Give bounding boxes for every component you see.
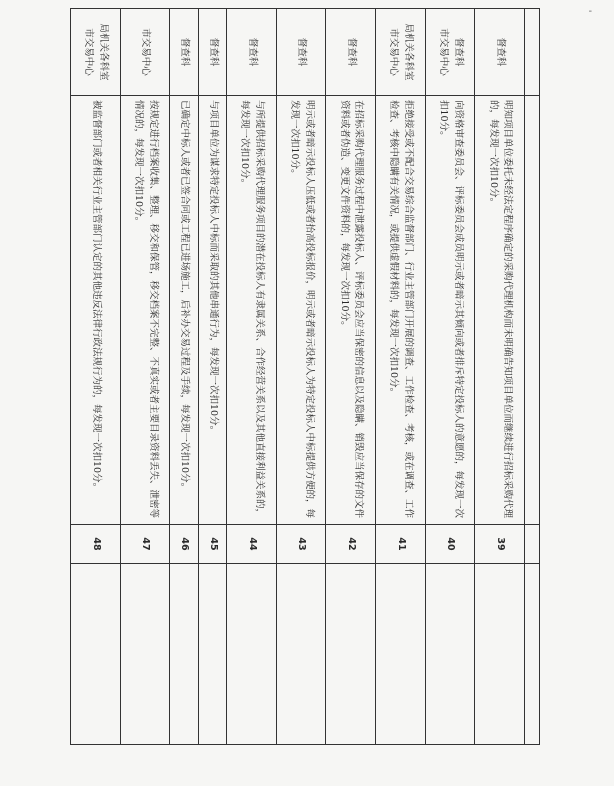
blank-cell [170, 564, 198, 745]
item-number-cell: 43 [276, 525, 326, 564]
table-row [198, 9, 226, 745]
table-top-edge-cell [525, 96, 540, 525]
responsible-department-cell: 市交易中心 [120, 9, 170, 96]
deduction-table-body [71, 9, 540, 745]
item-number-cell: 48 [71, 525, 121, 564]
item-number-cell: 39 [475, 525, 525, 564]
table-top-edge-row [525, 9, 540, 745]
deduction-rule-cell: 与所提供招标采购代理服务项目的潜在投标人有隶属关系、合作经营关系以及其他直接利益关系的，每发现一次扣10分。 [227, 96, 277, 525]
table-top-edge-cell [525, 9, 540, 96]
table-top-edge-cell [525, 564, 540, 745]
item-number-cell: 45 [198, 525, 226, 564]
responsible-department-cell: 督查科 [170, 9, 198, 96]
item-number-cell: 41 [376, 525, 426, 564]
responsible-department-cell: 局机关各科室 市交易中心 [71, 9, 121, 96]
item-number-cell: 44 [227, 525, 277, 564]
deduction-rule-cell: 拒绝接受或不配合交易综合监督部门、行业主管部门开展的调查、工作检查、考核，或在调查、工作检查、考核中隐瞒有关情况，或提供虚假材料的，每发现一次扣10分。 [376, 96, 426, 525]
table-row [475, 9, 525, 745]
responsible-department-cell: 局机关各科室 市交易中心 [376, 9, 426, 96]
responsible-department-cell: 督查科 [227, 9, 277, 96]
deduction-rule-cell: 被监督部门或者相关行业主管部门认定的其他违反法律行政法规行为的，每发现一次扣10分。 [71, 96, 121, 525]
item-number-cell: 47 [120, 525, 170, 564]
blank-cell [425, 564, 475, 745]
responsible-department-cell: 督查科 [475, 9, 525, 96]
blank-cell [198, 564, 226, 745]
blank-cell [120, 564, 170, 745]
deduction-table [70, 8, 540, 745]
table-row [425, 9, 475, 745]
rotated-table-wrapper [70, 8, 540, 708]
table-row [376, 9, 426, 745]
table-row [170, 9, 198, 745]
table-top-edge-cell [525, 525, 540, 564]
deduction-rule-cell: 与项目单位为谋求特定投标人中标而采取的其他串通行为，每发现一次扣10分。 [198, 96, 226, 525]
item-number-cell: 42 [326, 525, 376, 564]
deduction-rule-cell: 在招标采购代理服务过程中泄露投标人、评标委员会应当保密的信息以及隐瞒、销毁应当保存的文件资料或者伪造、变更文件资料的，每发现一次扣10分。 [326, 96, 376, 525]
table-row [326, 9, 376, 745]
deduction-rule-cell: 向资格审查委员会、评标委员会成员明示或者暗示其倾向或者排斥特定投标人的意愿的，每发现一次扣10分。 [425, 96, 475, 525]
table-row [227, 9, 277, 745]
responsible-department-cell: 督查科 市交易中心 [425, 9, 475, 96]
responsible-department-cell: 督查科 [198, 9, 226, 96]
table-row [276, 9, 326, 745]
blank-cell [227, 564, 277, 745]
item-number-cell: 46 [170, 525, 198, 564]
blank-cell [71, 564, 121, 745]
deduction-rule-cell: 明知项目单位委托未经法定程序确定的采购代理机构而未明确告知项目单位而继续进行招标采购代理的，每发现一次扣10分。 [475, 96, 525, 525]
blank-cell [475, 564, 525, 745]
table-row [71, 9, 121, 745]
responsible-department-cell: 督查科 [326, 9, 376, 96]
table-row [120, 9, 170, 745]
responsible-department-cell: 督查科 [276, 9, 326, 96]
blank-cell [276, 564, 326, 745]
deduction-rule-cell: 明示或者暗示投标人压低或者抬高投标报价，明示或者暗示投标人为特定投标人中标提供方便的，每发现一次扣10分。 [276, 96, 326, 525]
corner-mark: - [588, 6, 592, 17]
item-number-cell: 40 [425, 525, 475, 564]
deduction-rule-cell: 已确定中标人或者已签合同或工程已进场施工，后补办交易过程及手续，每发现一次扣10分。 [170, 96, 198, 525]
deduction-rule-cell: 按规定进行档案收集、整理、移交和保管，移交档案不完整、不真实或者主要目录资料丢失、泄密等情况的，每发现一次扣10分。 [120, 96, 170, 525]
blank-cell [376, 564, 426, 745]
blank-cell [326, 564, 376, 745]
